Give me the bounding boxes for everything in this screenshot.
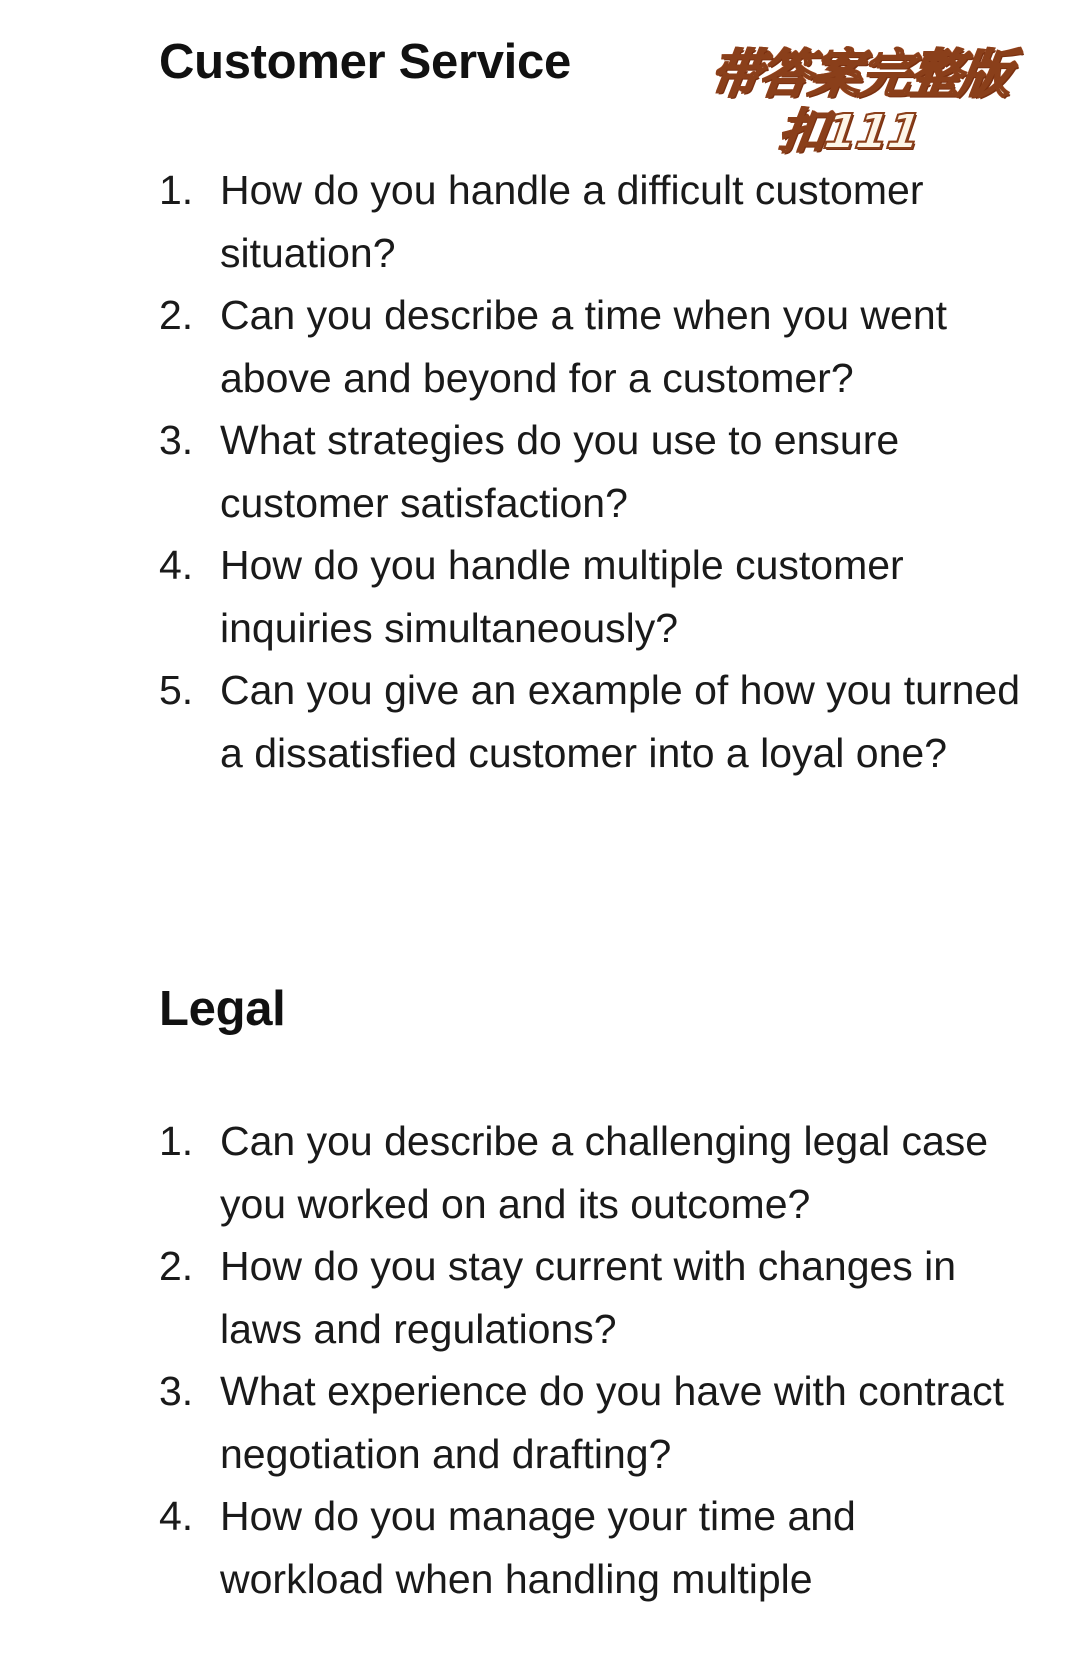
question-number: 2. (159, 1243, 194, 1289)
question-text: How do you manage your time and workload when handling multiple (220, 1493, 856, 1602)
question-text: What strategies do you use to ensure customer satisfaction? (220, 417, 900, 526)
question-item (159, 1485, 1029, 1610)
question-item (159, 659, 1029, 784)
question-item (159, 1110, 1029, 1235)
question-number: 5. (159, 667, 194, 713)
question-number: 1. (159, 1118, 194, 1164)
customer-service-question-list (159, 159, 1029, 784)
question-number: 3. (159, 1368, 194, 1414)
question-number: 3. (159, 417, 194, 463)
question-text: How do you handle a difficult customer situation? (220, 167, 924, 276)
question-text: How do you stay current with changes in laws and regulations? (220, 1243, 957, 1352)
question-text: How do you handle multiple customer inquiries simultaneously? (220, 542, 904, 651)
question-number: 1. (159, 167, 194, 213)
watermark-stamp (678, 44, 1034, 158)
question-item (159, 284, 1029, 409)
section-title-legal: Legal (159, 982, 286, 1036)
watermark-line-1: 带答案完整版 (705, 45, 1014, 105)
legal-question-list (159, 1110, 1029, 1610)
question-item (159, 1360, 1029, 1485)
question-text: Can you describe a challenging legal case you worked on and its outcome? (220, 1118, 989, 1227)
question-item (159, 159, 1029, 284)
question-number: 2. (159, 292, 194, 338)
watermark-line-2: 扣111 (774, 104, 923, 160)
question-item (159, 1235, 1029, 1360)
question-item (159, 409, 1029, 534)
question-text: Can you describe a time when you went above and beyond for a customer? (220, 292, 948, 401)
question-number: 4. (159, 542, 194, 588)
question-number: 4. (159, 1493, 194, 1539)
question-text: Can you give an example of how you turned a dissatisfied customer into a loyal one? (220, 667, 1021, 776)
section-title-customer-service: Customer Service (159, 35, 571, 89)
question-item (159, 534, 1029, 659)
question-text: What experience do you have with contract negotiation and drafting? (220, 1368, 1004, 1477)
